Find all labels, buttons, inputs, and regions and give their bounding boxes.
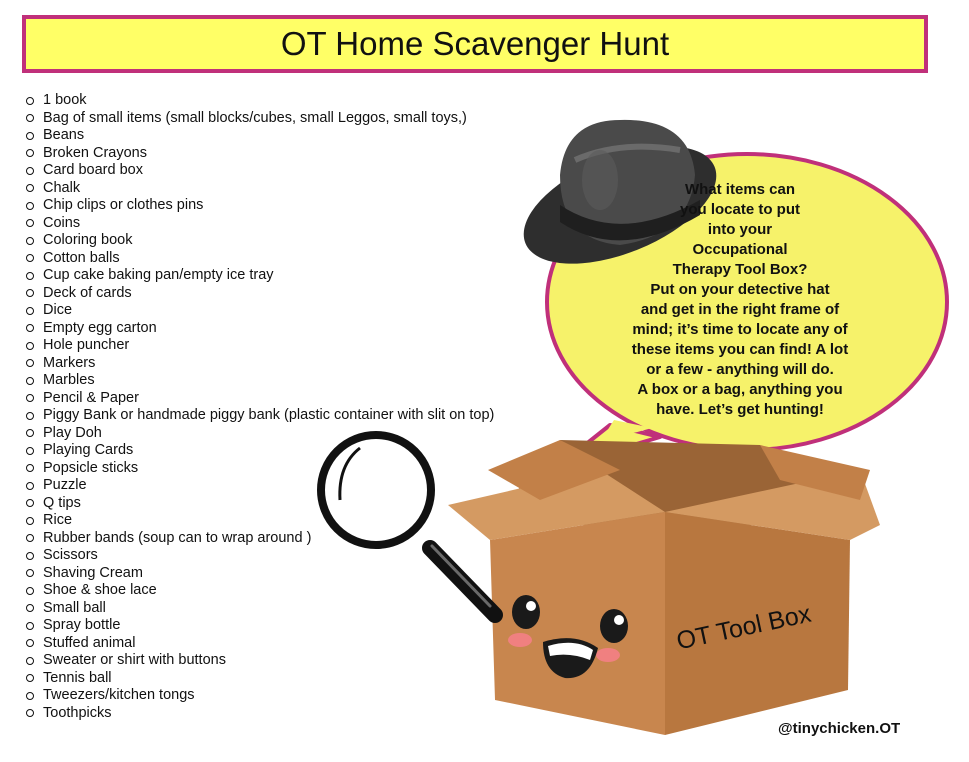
- checklist-item-label: 1 book: [43, 92, 87, 108]
- checklist-item-label: Shaving Cream: [43, 564, 143, 581]
- checklist-item-label: Puzzle: [43, 477, 87, 493]
- checklist-item-label: Beans: [43, 127, 85, 143]
- bubble-line: mind; it’s time to locate any of: [632, 321, 848, 338]
- bubble-line: you locate to put: [680, 201, 800, 218]
- checklist-item-label: Empty egg carton: [43, 319, 157, 336]
- cardboard-box-icon: [448, 440, 880, 735]
- checklist-item-label: Spray bottle: [43, 617, 121, 633]
- checklist-item-label: Piggy Bank or handmade piggy bank (plastic container with slit on top): [43, 407, 495, 423]
- credit-handle: @tinychicken.OT: [778, 720, 901, 737]
- checklist-item-label: Rubber bands (soup can to wrap around ): [43, 529, 312, 546]
- bubble-line: these items you can find! A lot: [631, 341, 849, 358]
- checklist-item-label: Small ball: [43, 599, 106, 616]
- page-title: OT Home Scavenger Hunt: [280, 25, 670, 62]
- checklist-item-label: Deck of cards: [43, 284, 132, 301]
- checklist-item-label: Sweater or shirt with buttons: [43, 652, 226, 668]
- bubble-line: have. Let’s get hunting!: [656, 401, 824, 418]
- checklist-item-label: Shoe & shoe lace: [43, 582, 157, 598]
- bubble-line: What items can: [684, 181, 796, 198]
- bubble-line: Put on your detective hat: [650, 281, 830, 298]
- checklist-item-label: Markers: [43, 354, 96, 371]
- checklist-item-label: Playing Cards: [43, 442, 134, 458]
- checklist-item-label: Coloring book: [43, 232, 133, 248]
- checklist-item-label: Pencil & Paper: [43, 389, 139, 406]
- bubble-line: or a few - anything will do.: [646, 361, 834, 378]
- checklist-item-label: Rice: [43, 512, 73, 528]
- bubble-line: Occupational: [692, 241, 788, 258]
- checklist-item-label: Play Doh: [43, 424, 102, 441]
- checklist-item-label: Dice: [43, 302, 73, 318]
- bubble-line: and get in the right frame of: [640, 301, 840, 318]
- checklist-item-label: Scissors: [43, 547, 98, 563]
- checklist-item-label: Tweezers/kitchen tongs: [43, 687, 195, 703]
- checklist-item-label: Chip clips or clothes pins: [43, 197, 204, 213]
- checklist-item-label: Q tips: [43, 494, 81, 511]
- bubble-line: into your: [707, 221, 773, 238]
- checklist-item-label: Hole puncher: [43, 337, 130, 353]
- checklist-item-label: Toothpicks: [43, 704, 112, 721]
- checklist-item-label: Broken Crayons: [43, 144, 147, 161]
- bubble-line: A box or a bag, anything you: [637, 381, 843, 398]
- checklist-item-label: Bag of small items (small blocks/cubes, small Leggos, small toys,): [43, 109, 467, 126]
- checklist-item-label: Marbles: [43, 372, 95, 388]
- speech-bubble-text: [595, 180, 885, 420]
- checklist-item-label: Tennis ball: [43, 669, 112, 686]
- checklist-item-label: Popsicle sticks: [43, 459, 139, 476]
- box-label: OT Tool Box: [674, 599, 814, 656]
- magnifying-glass-icon: [321, 435, 495, 615]
- checklist-item-label: Cotton balls: [43, 249, 120, 266]
- checklist-item-label: Card board box: [43, 162, 143, 178]
- checklist-item-label: Coins: [43, 214, 81, 231]
- bubble-line: Therapy Tool Box?: [672, 261, 808, 278]
- checklist-item-label: Chalk: [43, 179, 81, 196]
- checklist-item-label: Stuffed animal: [43, 634, 136, 651]
- checklist-item-label: Cup cake baking pan/empty ice tray: [43, 267, 274, 283]
